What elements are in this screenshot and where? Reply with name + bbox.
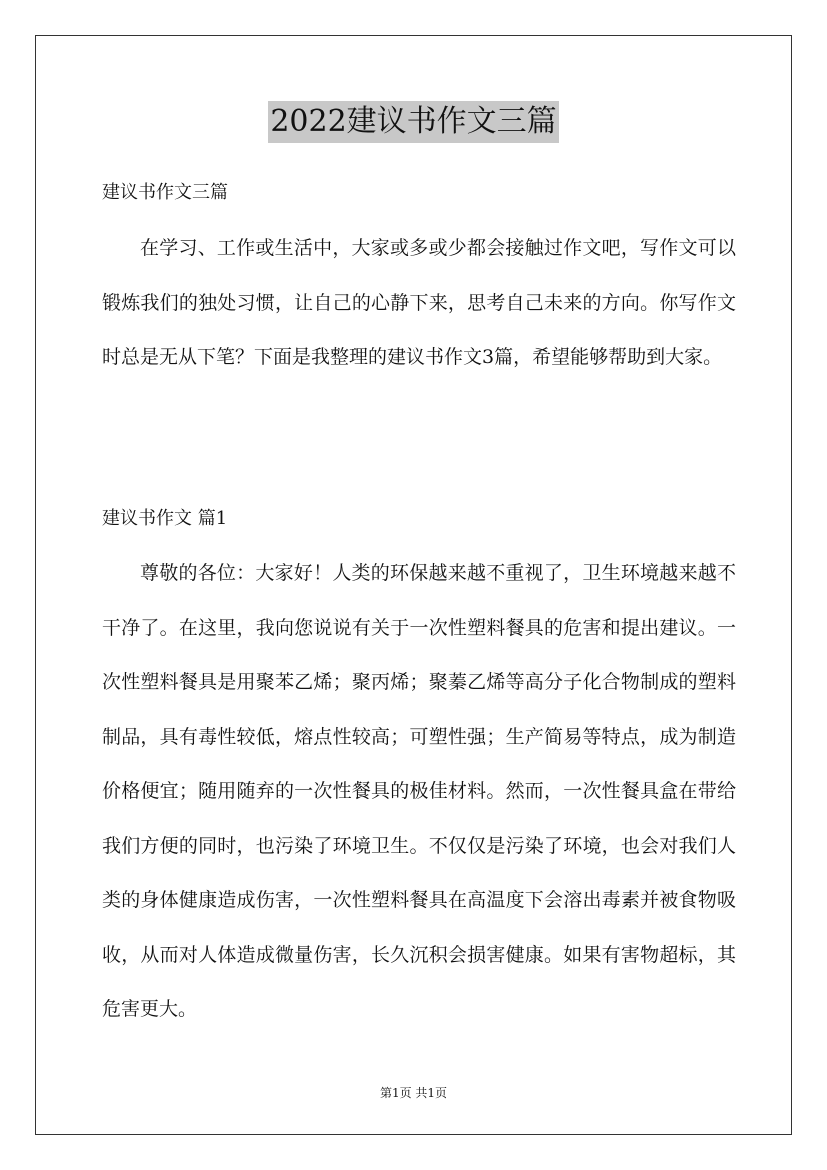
body-paragraph: 尊敬的各位：大家好！人类的环保越来越不重视了，卫生环境越来越不干净了。在这里，我向您说说有关于一次性塑料餐具的危害和提出建议。一次性塑料餐具是用聚苯乙烯；聚丙烯；聚蓁乙烯等高分子化合物制成的塑料制品，具有毒性较低，熔点性较高；可塑性强；生产简易等特点，成为制造价格便宜；随用随弃的一次性餐具的极佳材料。然而，一次性餐具盒在带给我们方便的同时，也污染了环境卫生。不仅仅是污染了环境，也会对我们人类的身体健康造成伤害，一次性塑料餐具在高温度下会溶出毒素并被食物吸收，从而对人体造成微量伤害，长久沉积会损害健康。如果有害物超标，其危害更大。 [102,562,736,1020]
intro-paragraph: 在学习、工作或生活中，大家或多或少都会接触过作文吧，写作文可以锻炼我们的独处习惯，让自己的心静下来，思考自己未来的方向。你写作文时总是无从下笔？下面是我整理的建议书作文3篇，希望能够帮助到大家。 [102,237,736,368]
page-footer: 第1页 共1页 [379,1086,448,1100]
document-title: 2022建议书作文三篇 [268,101,558,143]
document-subtitle: 建议书作文三篇 [102,182,228,203]
section-heading: 建议书作文 篇1 [102,508,228,529]
document-title-container [0,101,827,143]
